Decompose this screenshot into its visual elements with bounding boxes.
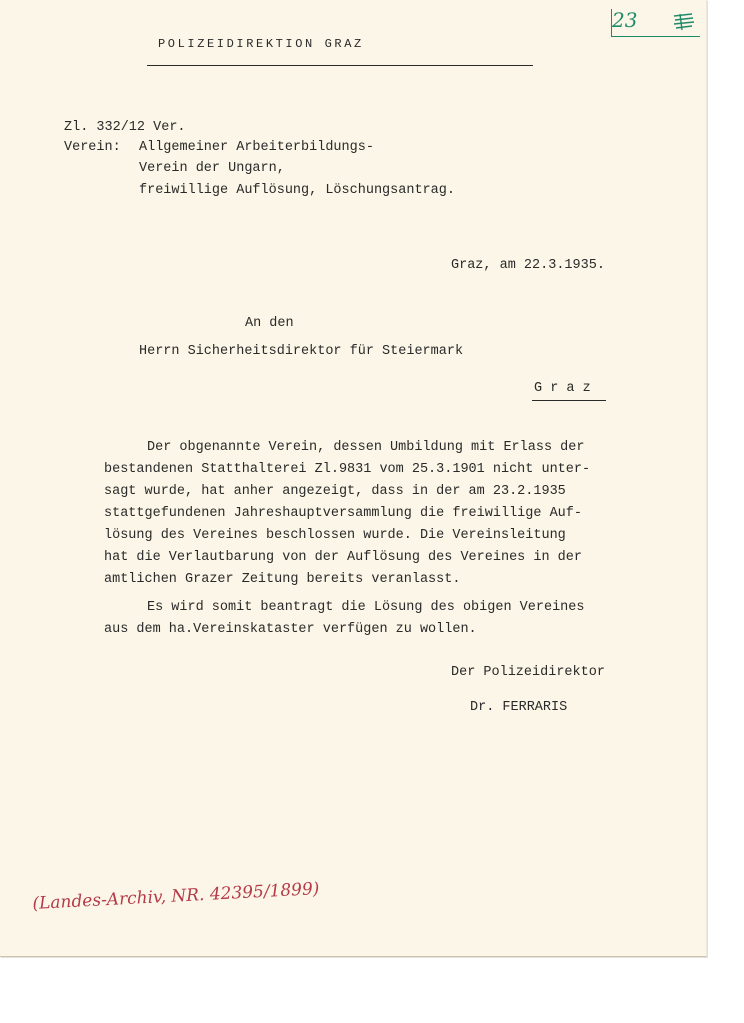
body-paragraph-1-line-2: bestandenen Statthalterei Zl.9831 vom 25.3.1901 nicht unter- — [104, 462, 591, 477]
addressee-line-2: Herrn Sicherheitsdirektor für Steiermark — [139, 344, 464, 359]
body-paragraph-1-line-4: stattgefundenen Jahreshauptversammlung die freiwillige Auf- — [104, 506, 582, 521]
addressee-line-1: An den — [245, 316, 294, 331]
body-paragraph-1-line-7: amtlichen Grazer Zeitung bereits veranlasst. — [104, 572, 461, 587]
letterhead-title: POLIZEIDIREKTION GRAZ — [158, 37, 364, 51]
folio-number: 23 — [612, 8, 638, 32]
body-paragraph-1-line-3: sagt wurde, hat anher angezeigt, dass in der am 23.2.1935 — [104, 484, 566, 499]
reference-number: Zl. 332/12 Ver. — [64, 120, 186, 135]
body-paragraph-2-line-2: aus dem ha.Vereinskataster verfügen zu wollen. — [104, 622, 477, 637]
subject-label: Verein: — [64, 140, 121, 155]
signature-title: Der Polizeidirektor — [451, 665, 605, 680]
letterhead-underline — [147, 65, 533, 66]
body-paragraph-1-line-5: lösung des Vereines beschlossen wurde. Die Vereinsleitung — [104, 528, 566, 543]
handwritten-scribble-icon — [672, 12, 696, 32]
body-paragraph-1-line-1: Der obgenannte Verein, dessen Umbildung mit Erlass der — [147, 440, 585, 455]
body-paragraph-1-line-6: hat die Verlautbarung von der Auflösung des Vereines in der — [104, 550, 582, 565]
addressee-city: G r a z — [534, 381, 591, 396]
date-line: Graz, am 22.3.1935. — [451, 258, 605, 273]
archive-reference-note: (Landes-Archiv, NR. 42395/1899) — [31, 878, 320, 914]
signature-name: Dr. FERRARIS — [470, 700, 568, 715]
subject-line-2: Verein der Ungarn, — [139, 161, 285, 176]
body-paragraph-2-line-1: Es wird somit beantragt die Lösung des obigen Vereines — [147, 600, 585, 615]
subject-line-3: freiwillige Auflösung, Löschungsantrag. — [139, 183, 455, 198]
addressee-city-underline — [532, 400, 606, 401]
subject-line-1: Allgemeiner Arbeiterbildungs- — [139, 140, 374, 155]
